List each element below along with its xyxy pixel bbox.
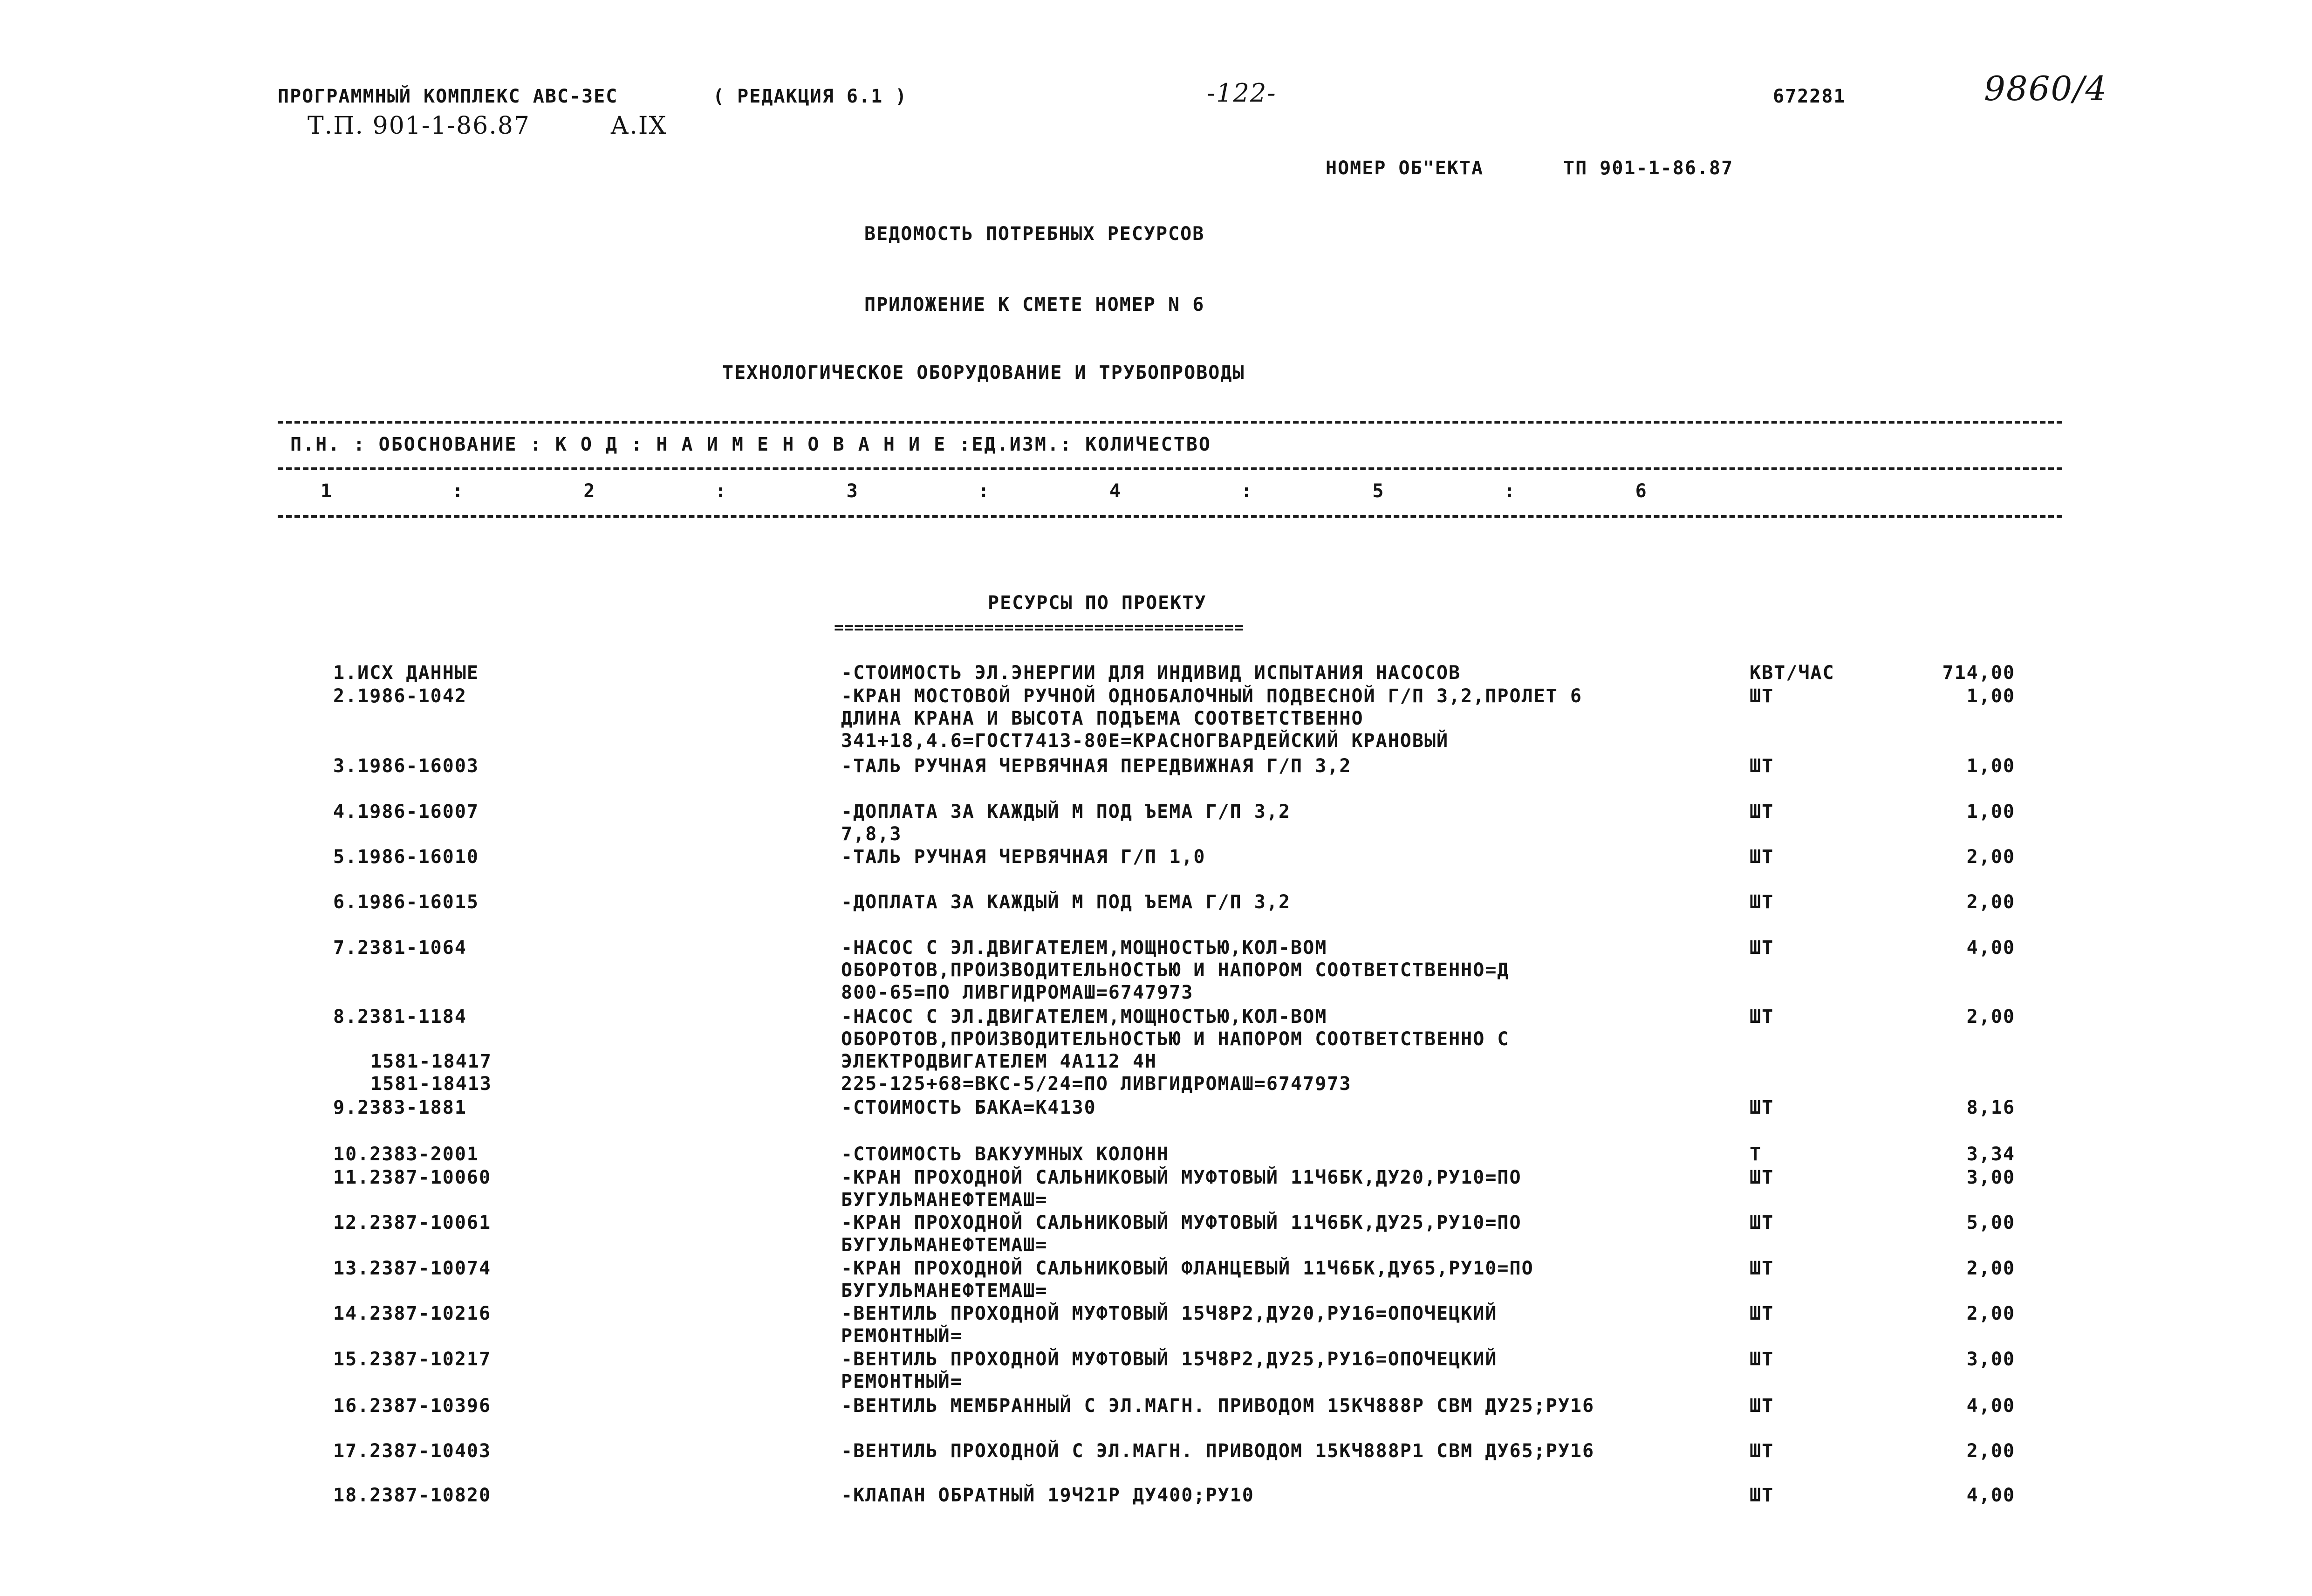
row-name: -КЛАПАН ОБРАТНЫЙ 19Ч21Р ДУ400;РУ10 [841,1485,1254,1506]
row-quantity: 4,00 [1966,1485,2015,1506]
row-quantity: 8,16 [1966,1097,2015,1118]
row-name: -ВЕНТИЛЬ ПРОХОДНОЙ МУФТОВЫЙ 15Ч8Р2,ДУ20,РУ16=ОПОЧЕЦКИЙ [841,1303,1498,1324]
row-name-continuation: 7,8,3 [841,823,902,845]
row-quantity: 1,00 [1966,801,2015,822]
row-name: -ВЕНТИЛЬ ПРОХОДНОЙ МУФТОВЫЙ 15Ч8Р2,ДУ25,РУ16=ОПОЧЕЦКИЙ [841,1349,1498,1370]
row-name-continuation: ОБОРОТОВ,ПРОИЗВОДИТЕЛЬНОСТЬЮ И НАПОРОМ СООТВЕТСТВЕННО С [841,1028,1510,1050]
resources-title: РЕСУРСЫ ПО ПРОЕКТУ [988,592,1207,614]
row-name: -ВЕНТИЛЬ ПРОХОДНОЙ С ЭЛ.МАГН. ПРИВОДОМ 15КЧ888Р1 СВМ ДУ65;РУ16 [841,1440,1595,1462]
row-name: -СТОИМОСТЬ ЭЛ.ЭНЕРГИИ ДЛЯ ИНДИВИД ИСПЫТАНИЯ НАСОСОВ [841,662,1461,684]
row-quantity: 2,00 [1966,846,2015,868]
row-unit: ШТ [1750,685,1774,707]
row-unit: Т [1750,1144,1762,1165]
row-name-continuation: БУГУЛЬМАНЕФТЕМАШ= [841,1280,1048,1301]
row-unit: ШТ [1750,1097,1774,1118]
row-quantity: 2,00 [1966,1303,2015,1324]
row-quantity: 2,00 [1966,891,2015,913]
row-code: 12.2387-10061 [333,1212,492,1233]
row-name: -НАСОС С ЭЛ.ДВИГАТЕЛЕМ,МОЩНОСТЬЮ,КОЛ-ВОМ [841,1006,1327,1027]
row-name-continuation: 800-65=ПО ЛИВГИДРОМАШ=6747973 [841,982,1194,1003]
album-number: А.IX [610,112,667,140]
row-name: -СТОИМОСТЬ ВАКУУМНЫХ КОЛОНН [841,1144,1170,1165]
row-sub-code: 1581-18413 [370,1073,492,1095]
row-quantity: 3,34 [1966,1144,2015,1165]
row-name-continuation: РЕМОНТНЫЙ= [841,1371,963,1392]
row-quantity: 3,00 [1966,1349,2015,1370]
row-name: -ВЕНТИЛЬ МЕМБРАННЫЙ С ЭЛ.МАГН. ПРИВОДОМ 15КЧ888Р СВМ ДУ25;РУ16 [841,1395,1595,1417]
row-unit: ШТ [1750,801,1774,822]
row-name-continuation: ДЛИНА КРАНА И ВЫСОТА ПОДЪЕМА СООТВЕТСТВЕННО [841,708,1364,729]
table-column-numbers: 1 : 2 : 3 : 4 : 5 : 6 [321,480,1648,502]
row-unit: ШТ [1750,846,1774,868]
row-quantity: 1,00 [1966,755,2015,777]
row-code: 11.2387-10060 [333,1167,492,1188]
section-title: ТЕХНОЛОГИЧЕСКОЕ ОБОРУДОВАНИЕ И ТРУБОПРОВОДЫ [722,362,1245,384]
row-quantity: 2,00 [1966,1006,2015,1027]
project-reference: Т.П. 901-1-86.87 [308,112,530,140]
row-unit: ШТ [1750,1485,1774,1506]
row-name-continuation: РЕМОНТНЫЙ= [841,1325,963,1347]
row-name-continuation: ЭЛЕКТРОДВИГАТЕЛЕМ 4А112 4Н [841,1051,1157,1072]
row-code: 17.2387-10403 [333,1440,492,1462]
row-unit: ШТ [1750,891,1774,913]
row-code: 14.2387-10216 [333,1303,492,1324]
archive-stamp: 9860/4 [1984,69,2108,108]
row-code: 3.1986-16003 [333,755,479,777]
table-bottom-rule [278,515,2062,518]
row-code: 7.2381-1064 [333,937,467,959]
row-unit: ШТ [1750,1395,1774,1417]
row-code: 8.2381-1184 [333,1006,467,1027]
row-code: 4.1986-16007 [333,801,479,822]
row-name: -КРАН МОСТОВОЙ РУЧНОЙ ОДНОБАЛОЧНЫЙ ПОДВЕСНОЙ Г/П 3,2,ПРОЛЕТ 6 [841,685,1583,707]
row-code: 16.2387-10396 [333,1395,492,1417]
row-name: -ДОПЛАТА ЗА КАЖДЫЙ М ПОД ЪЕМА Г/П 3,2 [841,801,1291,822]
row-name: -НАСОС С ЭЛ.ДВИГАТЕЛЕМ,МОЩНОСТЬЮ,КОЛ-ВОМ [841,937,1327,959]
object-label: НОМЕР ОБ"ЕКТА [1326,158,1484,179]
row-code: 13.2387-10074 [333,1258,492,1279]
doc-code: 672281 [1773,86,1846,107]
row-name-continuation: БУГУЛЬМАНЕФТЕМАШ= [841,1189,1048,1211]
row-name: -КРАН ПРОХОДНОЙ САЛЬНИКОВЫЙ ФЛАНЦЕВЫЙ 11Ч6БК,ДУ65,РУ10=ПО [841,1258,1534,1279]
row-unit: ШТ [1750,1349,1774,1370]
row-quantity: 2,00 [1966,1440,2015,1462]
row-unit: ШТ [1750,1303,1774,1324]
row-name: -ТАЛЬ РУЧНАЯ ЧЕРВЯЧНАЯ ПЕРЕДВИЖНАЯ Г/П 3,2 [841,755,1352,777]
row-code: 10.2383-2001 [333,1144,479,1165]
row-code: 18.2387-10820 [333,1485,492,1506]
row-code: 2.1986-1042 [333,685,467,707]
row-name-continuation: 341+18,4.6=ГОСТ7413-80Е=КРАСНОГВАРДЕЙСКИЙ КРАНОВЫЙ [841,730,1449,752]
row-name-continuation: 225-125+68=ВКС-5/24=ПО ЛИВГИДРОМАШ=6747973 [841,1073,1352,1095]
row-code: 9.2383-1881 [333,1097,467,1118]
row-name-continuation: ОБОРОТОВ,ПРОИЗВОДИТЕЛЬНОСТЬЮ И НАПОРОМ СООТВЕТСТВЕННО=Д [841,959,1510,981]
row-name: -КРАН ПРОХОДНОЙ САЛЬНИКОВЫЙ МУФТОВЫЙ 11Ч6БК,ДУ25,РУ10=ПО [841,1212,1522,1233]
appendix-title: ПРИЛОЖЕНИЕ К СМЕТЕ НОМЕР N 6 [864,294,1205,315]
row-unit: ШТ [1750,1258,1774,1279]
table-mid-rule [278,467,2062,470]
row-unit: ШТ [1750,937,1774,959]
row-code: 5.1986-16010 [333,846,479,868]
row-unit: ШТ [1750,1212,1774,1233]
row-code: 15.2387-10217 [333,1349,492,1370]
row-quantity: 714,00 [1942,662,2015,684]
row-quantity: 3,00 [1966,1167,2015,1188]
program-name: ПРОГРАММНЫЙ КОМПЛЕКС АВС-3ЕС [278,86,618,107]
row-name-continuation: БУГУЛЬМАНЕФТЕМАШ= [841,1234,1048,1256]
row-unit: ШТ [1750,755,1774,777]
row-code: 6.1986-16015 [333,891,479,913]
row-sub-code: 1581-18417 [370,1051,492,1072]
row-unit: КВТ/ЧАС [1750,662,1835,684]
page-number: -122- [1207,78,1277,108]
row-quantity: 1,00 [1966,685,2015,707]
resources-underline: ========================================= [834,618,1245,637]
object-number: ТП 901-1-86.87 [1563,158,1734,179]
table-top-rule [278,421,2062,424]
row-name: -ДОПЛАТА ЗА КАЖДЫЙ М ПОД ЪЕМА Г/П 3,2 [841,891,1291,913]
row-name: -ТАЛЬ РУЧНАЯ ЧЕРВЯЧНАЯ Г/П 1,0 [841,846,1206,868]
row-quantity: 4,00 [1966,1395,2015,1417]
row-quantity: 2,00 [1966,1258,2015,1279]
document-title: ВЕДОМОСТЬ ПОТРЕБНЫХ РЕСУРСОВ [864,223,1205,245]
row-quantity: 4,00 [1966,937,2015,959]
row-unit: ШТ [1750,1006,1774,1027]
edition-label: ( РЕДАКЦИЯ 6.1 ) [713,86,908,107]
row-unit: ШТ [1750,1440,1774,1462]
row-code: 1.ИСХ ДАННЫЕ [333,662,479,684]
row-name: -КРАН ПРОХОДНОЙ САЛЬНИКОВЫЙ МУФТОВЫЙ 11Ч6БК,ДУ20,РУ10=ПО [841,1167,1522,1188]
row-name: -СТОИМОСТЬ БАКА=К4130 [841,1097,1096,1118]
row-quantity: 5,00 [1966,1212,2015,1233]
row-unit: ШТ [1750,1167,1774,1188]
table-column-headers: П.Н. : ОБОСНОВАНИЕ : К О Д : Н А И М Е Н О В А Н И Е :ЕД.ИЗМ.: КОЛИЧЕСТВО [290,434,1211,455]
